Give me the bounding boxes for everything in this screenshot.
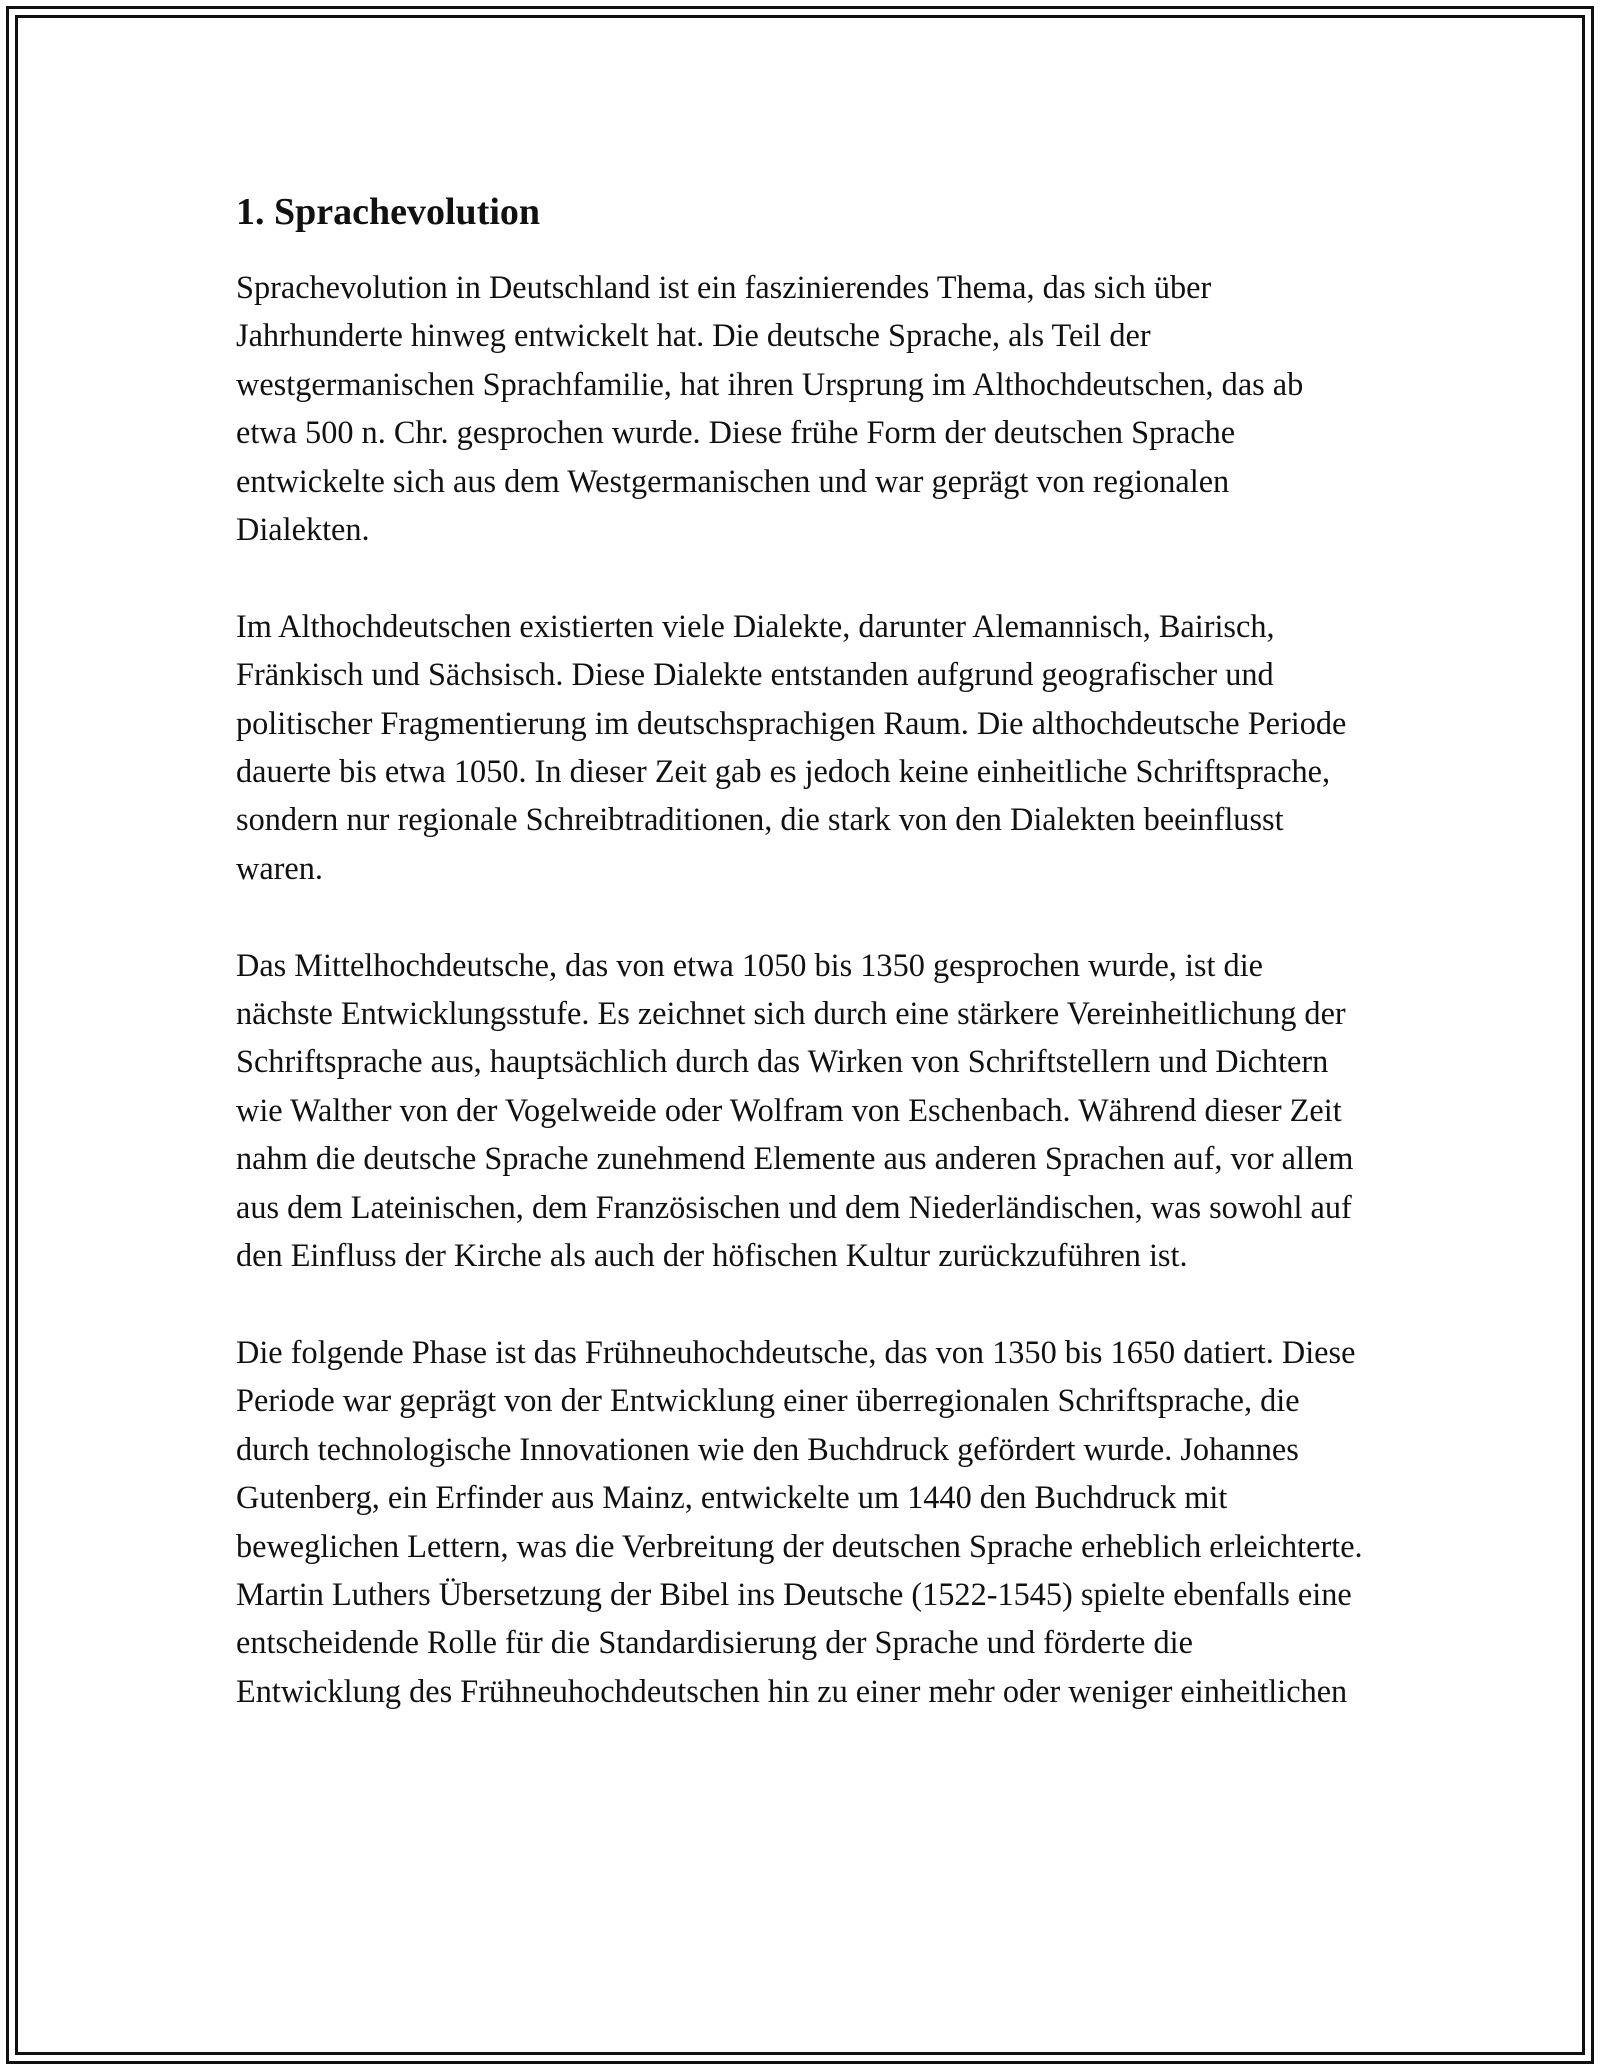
document-body [236,187,1366,1715]
paragraph-3: Das Mittelhochdeutsche, das von etwa 1050 bis 1350 gesprochen wurde, ist die nächste Entwicklungsstufe. Es zeichnet sich durch eine stärkere Vereinheitlichung der Schriftsprache aus, hauptsächlich durch das Wirken von Schriftstellern und Dichtern wie Walther von der Vogelweide oder Wolfram von Eschenbach. Während dieser Zeit nahm die deutsche Sprache zunehmend Elemente aus anderen Sprachen auf, vor allem aus dem Lateinischen, dem Französischen und dem Niederländischen, was sowohl auf den Einfluss der Kirche als auch der höfischen Kultur zurückzuführen ist. [236,946,1354,1274]
paragraph-2: Im Althochdeutschen existierten viele Dialekte, darunter Alemannisch, Bairisch, Fränkisch und Sächsisch. Diese Dialekte entstanden aufgrund geografischer und politischer Fragmentierung im deutschsprachigen Raum. Die althochdeutsche Periode dauerte bis etwa 1050. In dieser Zeit gab es jedoch keine einheitliche Schriftsprache, sondern nur regionale Schreibtraditionen, die stark von den Dialekten beeinflusst waren. [236,607,1347,886]
paragraph-1: Sprachevolution in Deutschland ist ein faszinierendes Thema, das sich über Jahrhunderte hinweg entwickelt hat. Die deutsche Sprache, als Teil der westgermanischen Sprachfamilie, hat ihren Ursprung im Althochdeutschen, das ab etwa 500 n. Chr. gesprochen wurde. Diese frühe Form der deutschen Sprache entwickelte sich aus dem Westgermanischen und war geprägt von regionalen Dialekten. [236,269,1304,548]
paragraph-4: Die folgende Phase ist das Frühneuhochdeutsche, das von 1350 bis 1650 datiert. Diese Periode war geprägt von der Entwicklung einer überregionalen Schriftsprache, die durch technologische Innovationen wie den Buchdruck gefördert wurde. Johannes Gutenberg, ein Erfinder aus Mainz, entwickelte um 1440 den Buchdruck mit beweglichen Lettern, was die Verbreitung der deutschen Sprache erheblich erleichterte. Martin Luthers Übersetzung der Bibel ins Deutsche (1522-1545) spielte ebenfalls eine entscheidende Rolle für die Standardisierung der Sprache und förderte die Entwicklung des Frühneuhochdeutschen hin zu einer mehr oder weniger einheitlichen [236,1333,1363,1709]
section-heading: 1. Sprachevolution [236,191,541,233]
